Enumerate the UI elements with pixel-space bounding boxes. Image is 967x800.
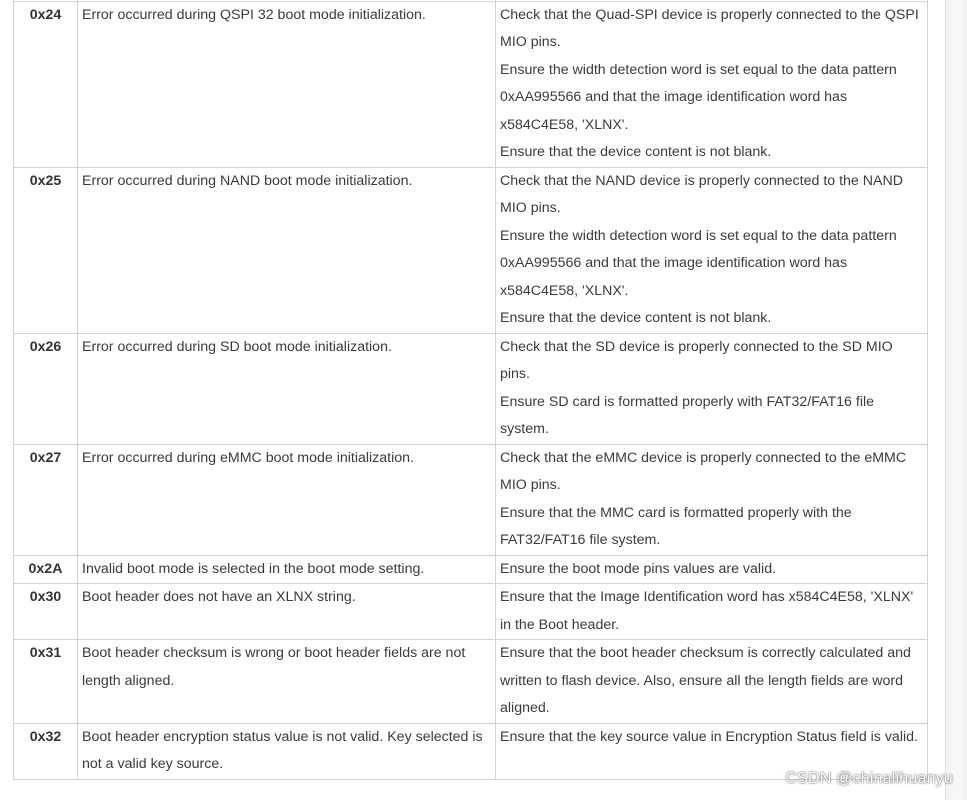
table-row	[14, 584, 928, 640]
error-code-cell: 0x24	[14, 1, 78, 167]
action-cell	[496, 640, 928, 724]
error-code-cell: 0x32	[14, 723, 78, 779]
action-line: Ensure that the key source value in Encryption Status field is valid.	[500, 728, 918, 745]
action-cell	[496, 1, 928, 167]
description-cell: Error occurred during NAND boot mode initialization.	[78, 167, 496, 333]
action-cell	[496, 333, 928, 444]
table-row	[14, 555, 928, 584]
action-line: Ensure the boot mode pins values are valid.	[500, 560, 777, 577]
error-code-cell: 0x30	[14, 584, 78, 640]
action-line: Ensure that the device content is not blank.	[500, 144, 772, 160]
action-cell	[496, 444, 928, 555]
scrollbar-thumb[interactable]	[951, 0, 962, 800]
error-code-cell: 0x25	[14, 167, 78, 333]
action-line: Ensure the width detection word is set equal to the data pattern 0xAA995566 and that the image identification word has x584C4E58, 'XLNX'.	[500, 227, 897, 299]
action-line: Check that the NAND device is properly connected to the NAND MIO pins.	[500, 172, 903, 216]
description-cell: Error occurred during SD boot mode initialization.	[78, 333, 496, 444]
error-code-cell: 0x31	[14, 640, 78, 724]
error-code-cell: 0x2A	[14, 555, 78, 584]
table-row	[14, 444, 928, 555]
action-line: Check that the Quad-SPI device is properly connected to the QSPI MIO pins.	[500, 6, 919, 50]
action-cell	[496, 167, 928, 333]
description-cell: Error occurred during QSPI 32 boot mode initialization.	[78, 1, 496, 167]
description-cell: Boot header encryption status value is not valid. Key selected is not a valid key source.	[78, 723, 496, 779]
action-line: Ensure that the MMC card is formatted properly with the FAT32/FAT16 file system.	[500, 504, 852, 548]
error-code-cell: 0x26	[14, 333, 78, 444]
description-cell: Boot header checksum is wrong or boot header fields are not length aligned.	[78, 640, 496, 724]
action-line: Ensure that the boot header checksum is correctly calculated and written to flash device. Also, ensure all the length fields are word aligned.	[500, 645, 911, 716]
description-cell: Boot header does not have an XLNX string.	[78, 584, 496, 640]
description-cell: Invalid boot mode is selected in the boot mode setting.	[78, 555, 496, 584]
watermark: CSDN @chinalihuanyu	[785, 770, 953, 787]
action-cell	[496, 584, 928, 640]
table-row	[14, 167, 928, 333]
action-line: Check that the eMMC device is properly connected to the eMMC MIO pins.	[500, 449, 907, 493]
table-row	[14, 640, 928, 724]
action-line: Ensure that the Image Identification word has x584C4E58, 'XLNX' in the Boot header.	[500, 589, 914, 633]
error-code-table	[13, 0, 928, 780]
error-code-cell: 0x27	[14, 444, 78, 555]
action-cell	[496, 555, 928, 584]
description-cell: Error occurred during eMMC boot mode initialization.	[78, 444, 496, 555]
action-line: Check that the SD device is properly connected to the SD MIO pins.	[500, 338, 893, 382]
table-row	[14, 333, 928, 444]
table-row	[14, 1, 928, 167]
action-line: Ensure SD card is formatted properly with FAT32/FAT16 file system.	[500, 393, 875, 437]
action-line: Ensure the width detection word is set equal to the data pattern 0xAA995566 and that the image identification word has x584C4E58, 'XLNX'.	[500, 61, 897, 133]
vertical-scrollbar[interactable]	[945, 0, 967, 800]
action-line: Ensure that the device content is not blank.	[500, 310, 772, 326]
